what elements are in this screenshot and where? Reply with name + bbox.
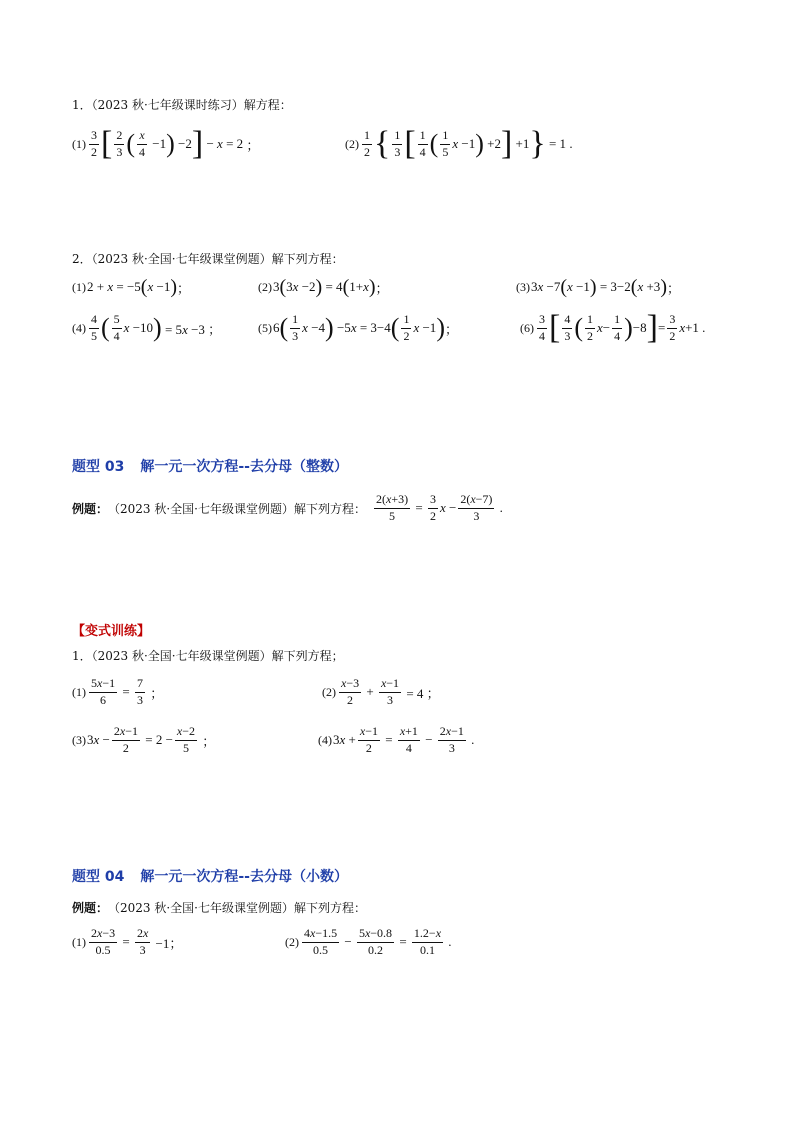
example-text: （2023 秋·全国·七年级课堂例题）解下列方程：: [108, 501, 366, 516]
q2-equation-5: (5) 6 ( $\frac{1}{3}$ x −4 ) −5x = 3−4 ( $\frac{1}{2}$ x −1 ) ；: [258, 312, 458, 343]
section-03-number: 题型 03: [72, 459, 125, 475]
q1-equation-2: (2) $\frac{1}{2}$ { $\frac{1}{3}$ [ $\frac{1}{4}$ ( $\frac{1}{5}$ x −1 ) +2 ] +1 } = 1 .: [345, 125, 573, 162]
example-text: （2023 秋·全国·七年级课堂例题）解下列方程：: [108, 900, 366, 915]
variant-training-label: 【变式训练】: [72, 624, 151, 639]
variant-equation-1: (1) $\frac{5x-1}{6}$ = $\frac{7}{3}$ ；: [72, 676, 164, 707]
variant-equation-4: (4) 3x + $\frac{x-1}{2}$ = $\frac{x+1}{4}$ − $\frac{2x-1}{3}$ .: [318, 724, 475, 755]
q2-equation-3: (3) 3x −7 ( x −1 ) = 3−2 ( x +3 ) ；: [516, 276, 680, 298]
section-04-number: 题型 04: [72, 869, 125, 885]
q2-equation-4: (4) $\frac{4}{5}$ ( $\frac{5}{4}$ x −10 ) = 5x −3 ；: [72, 312, 222, 343]
section-03-title: 解一元一次方程--去分母（整数）: [140, 459, 348, 475]
question-1-intro: 1．（2023 秋·七年级课时练习）解方程：: [72, 98, 292, 112]
section-04-example: [72, 896, 366, 918]
variant-intro: 1．（2023 秋·全国·七年级课堂例题）解下列方程；: [72, 649, 344, 663]
section-03-example: [72, 488, 503, 528]
question-2-intro: 2．（2023 秋·全国·七年级课堂例题）解下列方程：: [72, 252, 344, 266]
section-03-equation: $\frac{2(x+3)}{5}$ = $\frac{3}{2}$ x − $\frac{2(x-7)}{3}$ .: [376, 492, 503, 523]
q2-equation-6: (6) $\frac{3}{4}$ [ $\frac{4}{3}$ ( $\frac{1}{2}$ x− $\frac{1}{4}$ ) −8 ] = $\frac{3}{2}$ x+1 .: [520, 309, 706, 346]
q1-equation-1: (1) $\frac{3}{2}$ [ $\frac{2}{3}$ ( $\frac{x}{4}$ −1 ) −2 ] − x = 2 ；: [72, 125, 260, 162]
section-04-equation-2: (2) $\frac{4x-1.5}{0.5}$ − $\frac{5x-0.8}{0.2}$ = $\frac{1.2-x}{0.1}$ .: [285, 926, 452, 957]
section-04-heading: [72, 866, 348, 886]
q2-equation-2: (2) 3 ( 3x −2 ) = 4 ( 1+x ) ；: [258, 276, 389, 298]
section-03-heading: [72, 456, 348, 476]
variant-equation-2: (2) $\frac{x-3}{2}$ + $\frac{x-1}{3}$ = 4 ；: [322, 676, 440, 707]
example-label: 例题：: [72, 900, 109, 915]
q2-equation-1: (1) 2 + x = −5 ( x −1 ) ；: [72, 276, 191, 298]
section-04-title: 解一元一次方程--去分母（小数）: [140, 869, 348, 885]
section-04-equation-1: (1) $\frac{2x-3}{0.5}$ = $\frac{2x}{3}$ −1；: [72, 926, 183, 957]
example-label: 例题：: [72, 501, 109, 516]
variant-equation-3: (3) 3x − $\frac{2x-1}{2}$ = 2 − $\frac{x-2}{5}$ ；: [72, 724, 216, 755]
